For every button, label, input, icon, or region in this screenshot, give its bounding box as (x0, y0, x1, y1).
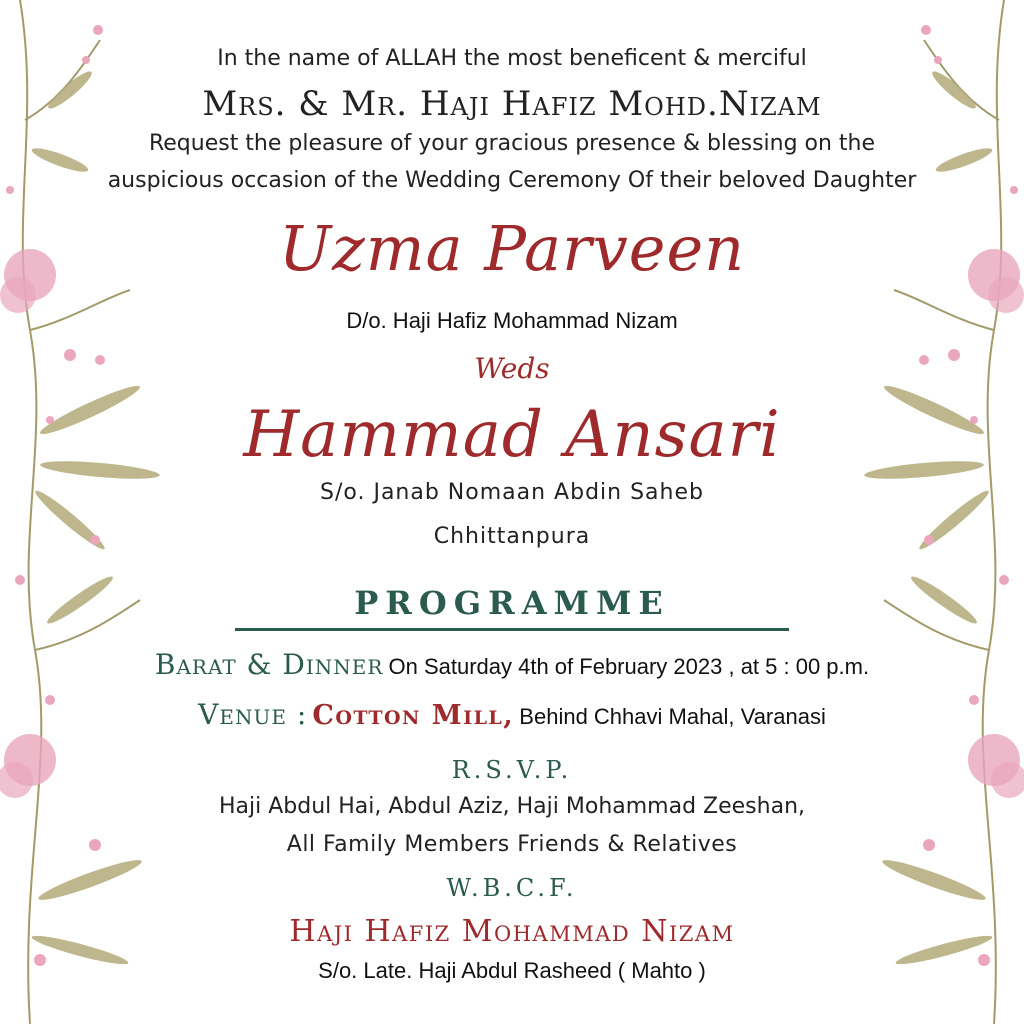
wbcf-parent: S/o. Late. Haji Abdul Rasheed ( Mahto ) (318, 958, 706, 983)
venue-address: Behind Chhavi Mahal, Varanasi (519, 704, 826, 729)
venue-label: Venue : (198, 698, 308, 731)
groom-name: Hammad Ansari (243, 398, 781, 472)
rsvp-title: R.S.V.P. (451, 756, 573, 784)
wbcf-name: Haji Hafiz Mohammad Nizam (289, 914, 735, 949)
hosts-name: Mrs. & Mr. Haji Hafiz Mohd.Nizam (202, 84, 822, 124)
event-line (0, 648, 1024, 681)
event-datetime: On Saturday 4th of February 2023 , at 5 : 00 p.m. (388, 654, 870, 679)
bride-name: Uzma Parveen (278, 212, 746, 285)
bismillah-line: In the name of ALLAH the most beneficent & merciful (217, 46, 807, 71)
rsvp-line-2: All Family Members Friends & Relatives (286, 832, 738, 857)
programme-title: PROGRAMME (354, 584, 670, 622)
venue-name: Cotton Mill, (312, 700, 515, 731)
rsvp-line-1: Haji Abdul Hai, Abdul Aziz, Haji Mohammad Zeeshan, (218, 794, 806, 819)
wbcf-title: W.B.C.F. (446, 874, 578, 902)
groom-parent: S/o. Janab Nomaan Abdin Saheb (320, 480, 704, 505)
venue-line (0, 698, 1024, 731)
request-line-2: auspicious occasion of the Wedding Ceremony Of their beloved Daughter (107, 168, 917, 193)
event-label: Barat & Dinner (154, 648, 384, 681)
programme-divider (235, 628, 789, 631)
weds-label: Weds (474, 352, 550, 385)
groom-place: Chhittanpura (433, 524, 591, 549)
bride-parent: D/o. Haji Hafiz Mohammad Nizam (346, 308, 678, 333)
request-line-1: Request the pleasure of your gracious presence & blessing on the (148, 131, 876, 156)
